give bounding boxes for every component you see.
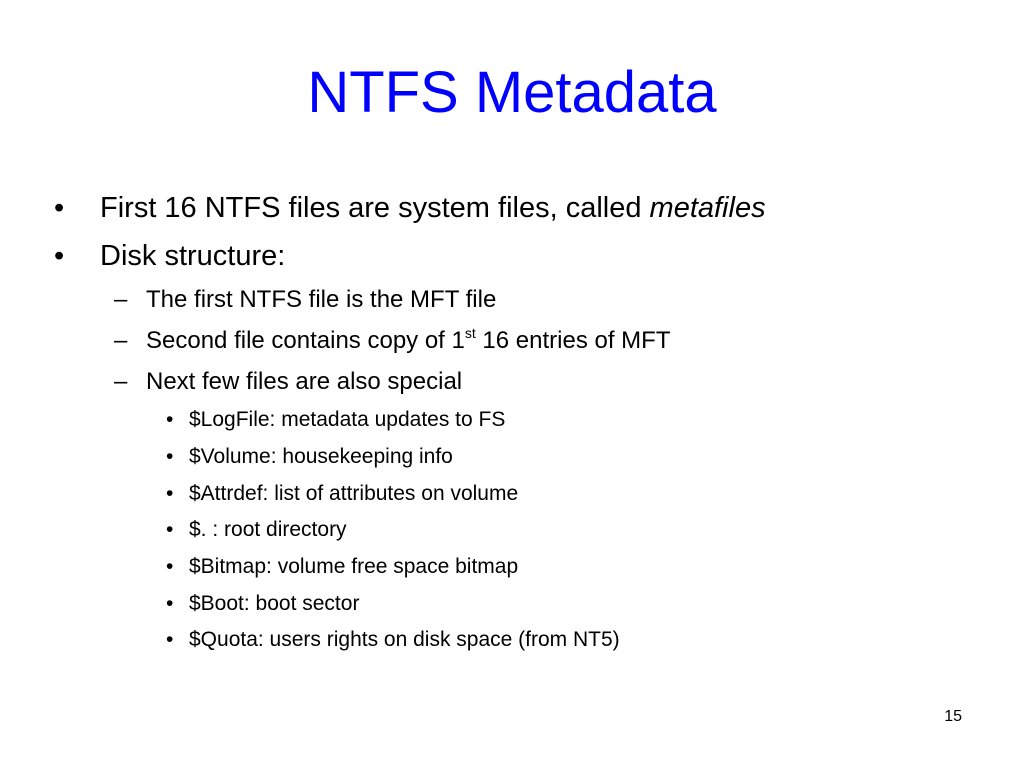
bullet-item-metafiles (54, 190, 766, 226)
sub-sub-bullet-item (166, 444, 453, 470)
sub-sub-bullet-text: $Quota: users rights on disk space (from NT5) (189, 628, 620, 651)
page-number: 15 (944, 708, 962, 725)
bullet-marker: • (166, 555, 174, 578)
bullet-marker: • (166, 445, 174, 468)
bullet-marker: • (166, 408, 174, 431)
sub-bullet-text: Second file contains copy of 1 (146, 327, 465, 354)
sub-bullet-text: Next few files are also special (146, 368, 463, 395)
sub-sub-bullet-item (166, 481, 519, 507)
sub-sub-bullet-text: $Volume: housekeeping info (189, 445, 453, 468)
bullet-text: First 16 NTFS files are system files, called (100, 192, 650, 224)
sub-sub-bullet-text: $Attrdef: list of attributes on volume (189, 482, 519, 505)
sub-sub-bullet-item (166, 517, 347, 543)
bullet-marker: • (54, 192, 65, 224)
sub-sub-bullet-item (166, 554, 519, 580)
bullet-marker: • (54, 240, 65, 272)
sub-bullet-text: 16 entries of MFT (475, 327, 671, 354)
bullet-emphasis: metafiles (649, 192, 766, 224)
bullet-text: Disk structure: (100, 240, 286, 272)
bullet-marker: • (166, 592, 174, 615)
sub-sub-bullet-text: $Boot: boot sector (189, 592, 360, 615)
sub-sub-bullet-text: $. : root directory (189, 518, 347, 541)
bullet-marker: • (166, 482, 174, 505)
slide-title: NTFS Metadata (307, 60, 717, 125)
sub-bullet-text: The first NTFS file is the MFT file (146, 286, 497, 313)
sub-bullet-item (114, 367, 463, 397)
superscript: st (464, 325, 476, 341)
sub-sub-bullet-item (166, 591, 360, 617)
sub-sub-bullet-item (166, 627, 620, 653)
bullet-marker: • (166, 518, 174, 541)
dash-marker: – (114, 368, 128, 395)
bullet-marker: • (166, 628, 174, 651)
dash-marker: – (114, 327, 128, 354)
sub-sub-bullet-item (166, 407, 506, 433)
sub-bullet-item (114, 285, 497, 315)
dash-marker: – (114, 286, 128, 313)
sub-bullet-item (114, 325, 671, 356)
bullet-item-disk-structure (54, 238, 286, 274)
sub-sub-bullet-text: $Bitmap: volume free space bitmap (189, 555, 519, 578)
sub-sub-bullet-text: $LogFile: metadata updates to FS (189, 408, 506, 431)
